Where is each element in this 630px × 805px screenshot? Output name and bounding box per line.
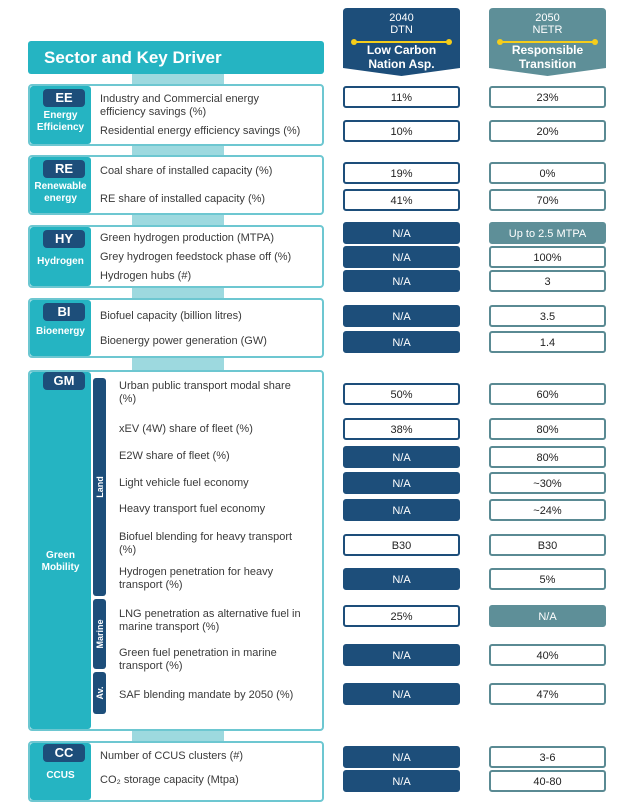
row-label: Green hydrogen production (MTPA): [100, 232, 275, 244]
row-label: Grey hydrogen feedstock phase off (%): [100, 251, 292, 263]
row-label: Light vehicle fuel economy: [119, 477, 249, 489]
section-name: Bioenergy: [36, 326, 85, 337]
column-year: 2050: [535, 12, 560, 24]
section-name: Hydrogen: [37, 256, 84, 267]
value-2040: N/A: [343, 331, 460, 353]
value-2040: N/A: [343, 270, 460, 292]
section-abbr: BI: [43, 303, 85, 321]
value-2050: 3: [489, 270, 606, 292]
value-2050: 20%: [489, 120, 606, 142]
row-label: Hydrogen penetration for heavy transport (%): [119, 566, 274, 591]
value-2040: 41%: [343, 189, 460, 211]
column-name: Responsible Transition: [511, 43, 584, 71]
section-name: CCUS: [46, 770, 75, 781]
value-2050: 3-6: [489, 746, 606, 768]
value-2050: 80%: [489, 418, 606, 440]
value-2040: N/A: [343, 446, 460, 468]
connector: [132, 288, 224, 298]
value-2050: B30: [489, 534, 606, 556]
row-label: LNG penetration as alternative fuel in marine transport (%): [119, 608, 301, 633]
value-2050: 1.4: [489, 331, 606, 353]
section-name: Green Mobility: [41, 550, 80, 573]
value-2040: 19%: [343, 162, 460, 184]
value-2040: 38%: [343, 418, 460, 440]
value-2050: 40-80: [489, 770, 606, 792]
value-2050: 70%: [489, 189, 606, 211]
row-label: Urban public transport modal share (%): [119, 380, 291, 405]
value-2050: 80%: [489, 446, 606, 468]
row-label: Biofuel blending for heavy transport (%): [119, 531, 293, 556]
row-label: Number of CCUS clusters (#): [100, 750, 244, 762]
value-2050: 40%: [489, 644, 606, 666]
value-2040: N/A: [343, 222, 460, 244]
subgroup-land: Land: [93, 378, 106, 596]
row-label: Coal share of installed capacity (%): [100, 165, 273, 177]
row-label: xEV (4W) share of fleet (%): [119, 423, 253, 435]
row-label: Biofuel capacity (billion litres): [100, 310, 242, 322]
value-2050: 47%: [489, 683, 606, 705]
row-label: RE share of installed capacity (%): [100, 193, 266, 205]
value-2040: N/A: [343, 499, 460, 521]
row-label: Residential energy efficiency savings (%): [100, 125, 301, 137]
row-label: Bioenergy power generation (GW): [100, 335, 267, 347]
value-2040: N/A: [343, 746, 460, 768]
row-label: SAF blending mandate by 2050 (%): [119, 689, 294, 701]
row-label: E2W share of fleet (%): [119, 450, 230, 462]
value-2040: 25%: [343, 605, 460, 627]
value-2040: N/A: [343, 305, 460, 327]
connector: [132, 215, 224, 225]
value-2040: N/A: [343, 683, 460, 705]
section-abbr: HY: [43, 230, 85, 248]
section-abbr: RE: [43, 160, 85, 178]
column-year: 2040: [389, 12, 414, 24]
connector: [132, 731, 224, 741]
connector: [132, 145, 224, 155]
value-2050: 3.5: [489, 305, 606, 327]
value-2040: N/A: [343, 246, 460, 268]
section-name: Energy Efficiency: [36, 110, 85, 133]
row-label: Hydrogen hubs (#): [100, 270, 192, 282]
section-name: Renewable energy: [34, 181, 87, 204]
connector: [132, 358, 224, 370]
value-2040: B30: [343, 534, 460, 556]
column-code: NETR: [532, 24, 563, 36]
connector: [132, 74, 224, 84]
column-code: DTN: [390, 24, 413, 36]
column-name: Low Carbon Nation Asp.: [366, 43, 437, 71]
value-2040: 50%: [343, 383, 460, 405]
row-label: CO₂ storage capacity (Mtpa): [100, 774, 239, 786]
row-label: Green fuel penetration in marine transport (%): [119, 647, 277, 672]
row-label: Heavy transport fuel economy: [119, 503, 266, 515]
section-abbr: EE: [43, 89, 85, 107]
value-2040: N/A: [343, 644, 460, 666]
value-2050: ~24%: [489, 499, 606, 521]
subgroup-marine: Marine: [93, 599, 106, 669]
value-2040: 10%: [343, 120, 460, 142]
section-abbr: GM: [43, 372, 85, 390]
value-2050: 0%: [489, 162, 606, 184]
value-2040: N/A: [343, 472, 460, 494]
value-2040: N/A: [343, 770, 460, 792]
section-abbr: CC: [43, 744, 85, 762]
value-2050: N/A: [489, 605, 606, 627]
subgroup-aviation: Av.: [93, 672, 106, 714]
column-header-2050: [489, 8, 606, 76]
column-header-2040: [343, 8, 460, 76]
value-2050: ~30%: [489, 472, 606, 494]
value-2050: 60%: [489, 383, 606, 405]
row-label: Industry and Commercial energy efficiency savings (%): [100, 93, 259, 118]
value-2040: N/A: [343, 568, 460, 590]
value-2050: 100%: [489, 246, 606, 268]
value-2040: 11%: [343, 86, 460, 108]
page-title: Sector and Key Driver: [28, 41, 324, 74]
value-2050: Up to 2.5 MTPA: [489, 222, 606, 244]
value-2050: 23%: [489, 86, 606, 108]
value-2050: 5%: [489, 568, 606, 590]
